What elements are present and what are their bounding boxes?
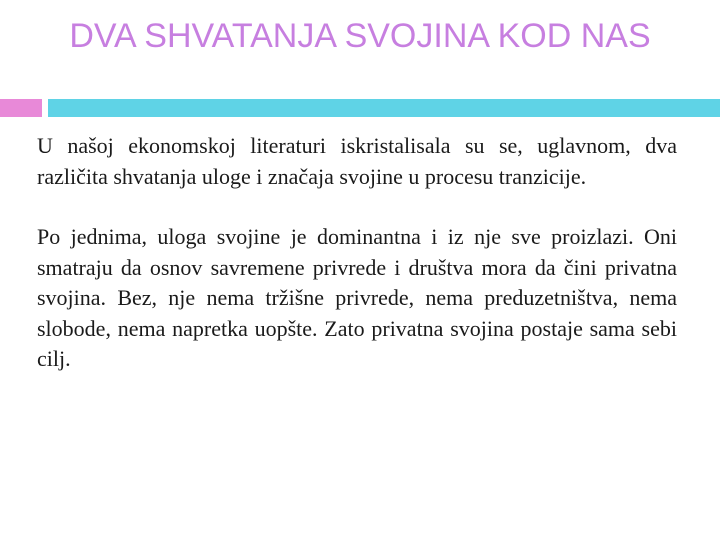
paragraph-1: U našoj ekonomskoj literaturi iskristalisala su se, uglavnom, dva različita shvatanja uloge i značaja svojine u procesu tranzicije. <box>37 133 677 189</box>
accent-bar-left <box>0 99 42 117</box>
accent-bar-right <box>48 99 720 117</box>
paragraph-2: Po jednima, uloga svojine je dominantna i iz nje sve proizlazi. Oni smatraju da osnov savremene privrede i društva mora da čini privatna svojina. Bez, nje nema tržišne privrede, nema preduzetništva, nema slobode, nema napretka uopšte. Zato privatna svojina postaje sama sebi cilj. <box>37 224 677 371</box>
slide-title: DVA SHVATANJA SVOJINA KOD NAS <box>69 17 651 55</box>
slide-content <box>37 131 677 375</box>
